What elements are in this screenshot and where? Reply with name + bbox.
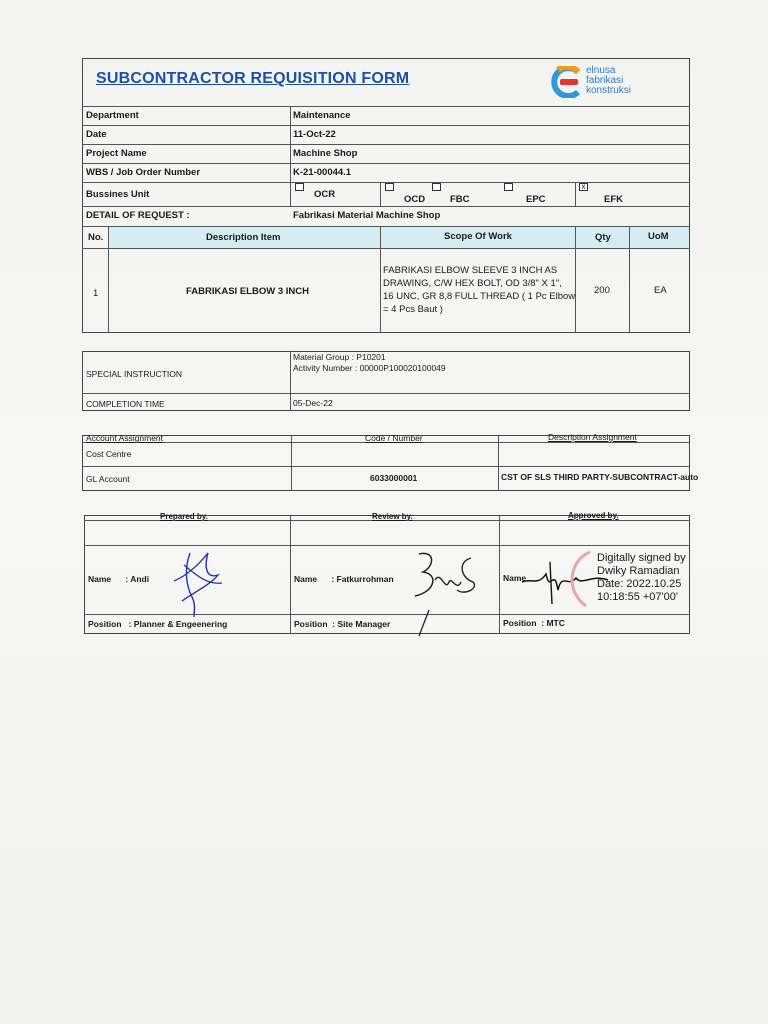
prepared-name: Name : Andi: [88, 574, 150, 584]
prepared-by-header: Prepared by.: [160, 512, 208, 521]
item-scope-line-2: DRAWING, C/W HEX BOLT, OD 3/8" X 1",: [383, 278, 562, 289]
items-header-desc: Description Item: [206, 232, 281, 243]
items-header-uom: UoM: [648, 231, 669, 242]
checkbox-ocd-label: OCD: [404, 194, 426, 205]
checkbox-ocr[interactable]: [295, 183, 304, 191]
digital-signature-line-2: Dwiky Ramadian: [597, 565, 680, 577]
approved-by-header: Approved by.: [568, 511, 619, 520]
form-title: SUBCONTRACTOR REQUISITION FORM: [96, 70, 410, 87]
project-value: Machine Shop: [293, 148, 358, 159]
project-label: Project Name: [86, 148, 147, 159]
checkbox-epc[interactable]: [504, 183, 513, 191]
review-by-header: Review by.: [372, 512, 413, 521]
gl-account-desc: CST OF SLS THIRD PARTY-SUBCONTRACT-auto: [501, 472, 699, 482]
logo-mark-icon: [548, 66, 582, 98]
date-value: 11-Oct-22: [293, 129, 336, 140]
item-qty: 200: [594, 285, 610, 296]
signature-andi: [170, 545, 230, 617]
account-header-2: Code / Number: [365, 433, 423, 443]
gl-account-code: 6033000001: [370, 473, 418, 483]
prepared-position: Position : Planner & Engeenering: [88, 619, 228, 629]
approved-position: Position : MTC: [503, 618, 565, 628]
items-header-qty: Qty: [595, 232, 611, 243]
items-header-scope: Scope Of Work: [444, 231, 512, 242]
item-scope-line-1: FABRIKASI ELBOW SLEEVE 3 INCH AS: [383, 265, 558, 276]
instructions-frame: [82, 351, 690, 411]
department-value: Maintenance: [293, 110, 351, 121]
item-no: 1: [93, 288, 99, 299]
completion-time-value: 05-Dec-22: [293, 398, 333, 408]
checkbox-efk-checked[interactable]: x: [579, 183, 588, 191]
company-logo: [548, 64, 658, 100]
special-instruction-line-1: Material Group : P10201: [293, 352, 386, 362]
detail-value: Fabrikasi Material Machine Shop: [293, 210, 441, 221]
special-instruction-label: SPECIAL INSTRUCTION: [86, 369, 183, 379]
detail-label: DETAIL OF REQUEST :: [86, 210, 190, 221]
logo-text-2: fabrikasi: [586, 75, 624, 86]
checkbox-fbc-label: FBC: [450, 194, 470, 205]
item-desc: FABRIKASI ELBOW 3 INCH: [186, 286, 309, 297]
digital-signature-mark: [560, 550, 600, 610]
item-scope-line-3: 16 UNC, GR 8,8 FULL THREAD ( 1 Pc Elbow: [383, 291, 576, 302]
business-unit-label: Bussines Unit: [86, 189, 150, 200]
logo-text-3: konstruksi: [586, 85, 632, 96]
logo-text-1: elnusa: [586, 65, 616, 76]
checkbox-ocr-label: OCR: [314, 189, 336, 200]
item-uom: EA: [654, 285, 667, 296]
checkbox-efk-label: EFK: [604, 194, 623, 205]
items-header-no: No.: [88, 232, 104, 243]
checkbox-epc-label: EPC: [526, 194, 546, 205]
checkbox-ocd[interactable]: [385, 183, 394, 191]
review-position: Position : Site Manager: [294, 619, 391, 629]
special-instruction-line-2: Activity Number : 00000P100020100049: [293, 363, 446, 373]
review-name: Name : Fatkurrohman: [294, 574, 394, 584]
gl-account-label: GL Account: [86, 474, 130, 484]
date-label: Date: [86, 129, 107, 140]
signature-fatkurrohman: [405, 548, 485, 638]
approved-name: Name: [503, 573, 527, 583]
wbs-value: K-21-00044.1: [293, 167, 352, 178]
account-header-1: Account Assignment: [86, 433, 164, 443]
checkbox-fbc[interactable]: [432, 183, 441, 191]
digital-signature-line-3: Date: 2022.10.25: [597, 578, 682, 590]
digital-signature-line-4: 10:18:55 +07'00': [597, 591, 678, 603]
completion-time-label: COMPLETION TIME: [86, 399, 165, 409]
cost-centre-label: Cost Centre: [86, 449, 132, 459]
department-label: Department: [86, 110, 139, 121]
account-header-3: Description Assignment: [548, 432, 637, 442]
wbs-label: WBS / Job Order Number: [86, 167, 201, 178]
item-scope-line-4: = 4 Pcs Baut ): [383, 304, 443, 315]
digital-signature-line-1: Digitally signed by: [597, 552, 686, 564]
